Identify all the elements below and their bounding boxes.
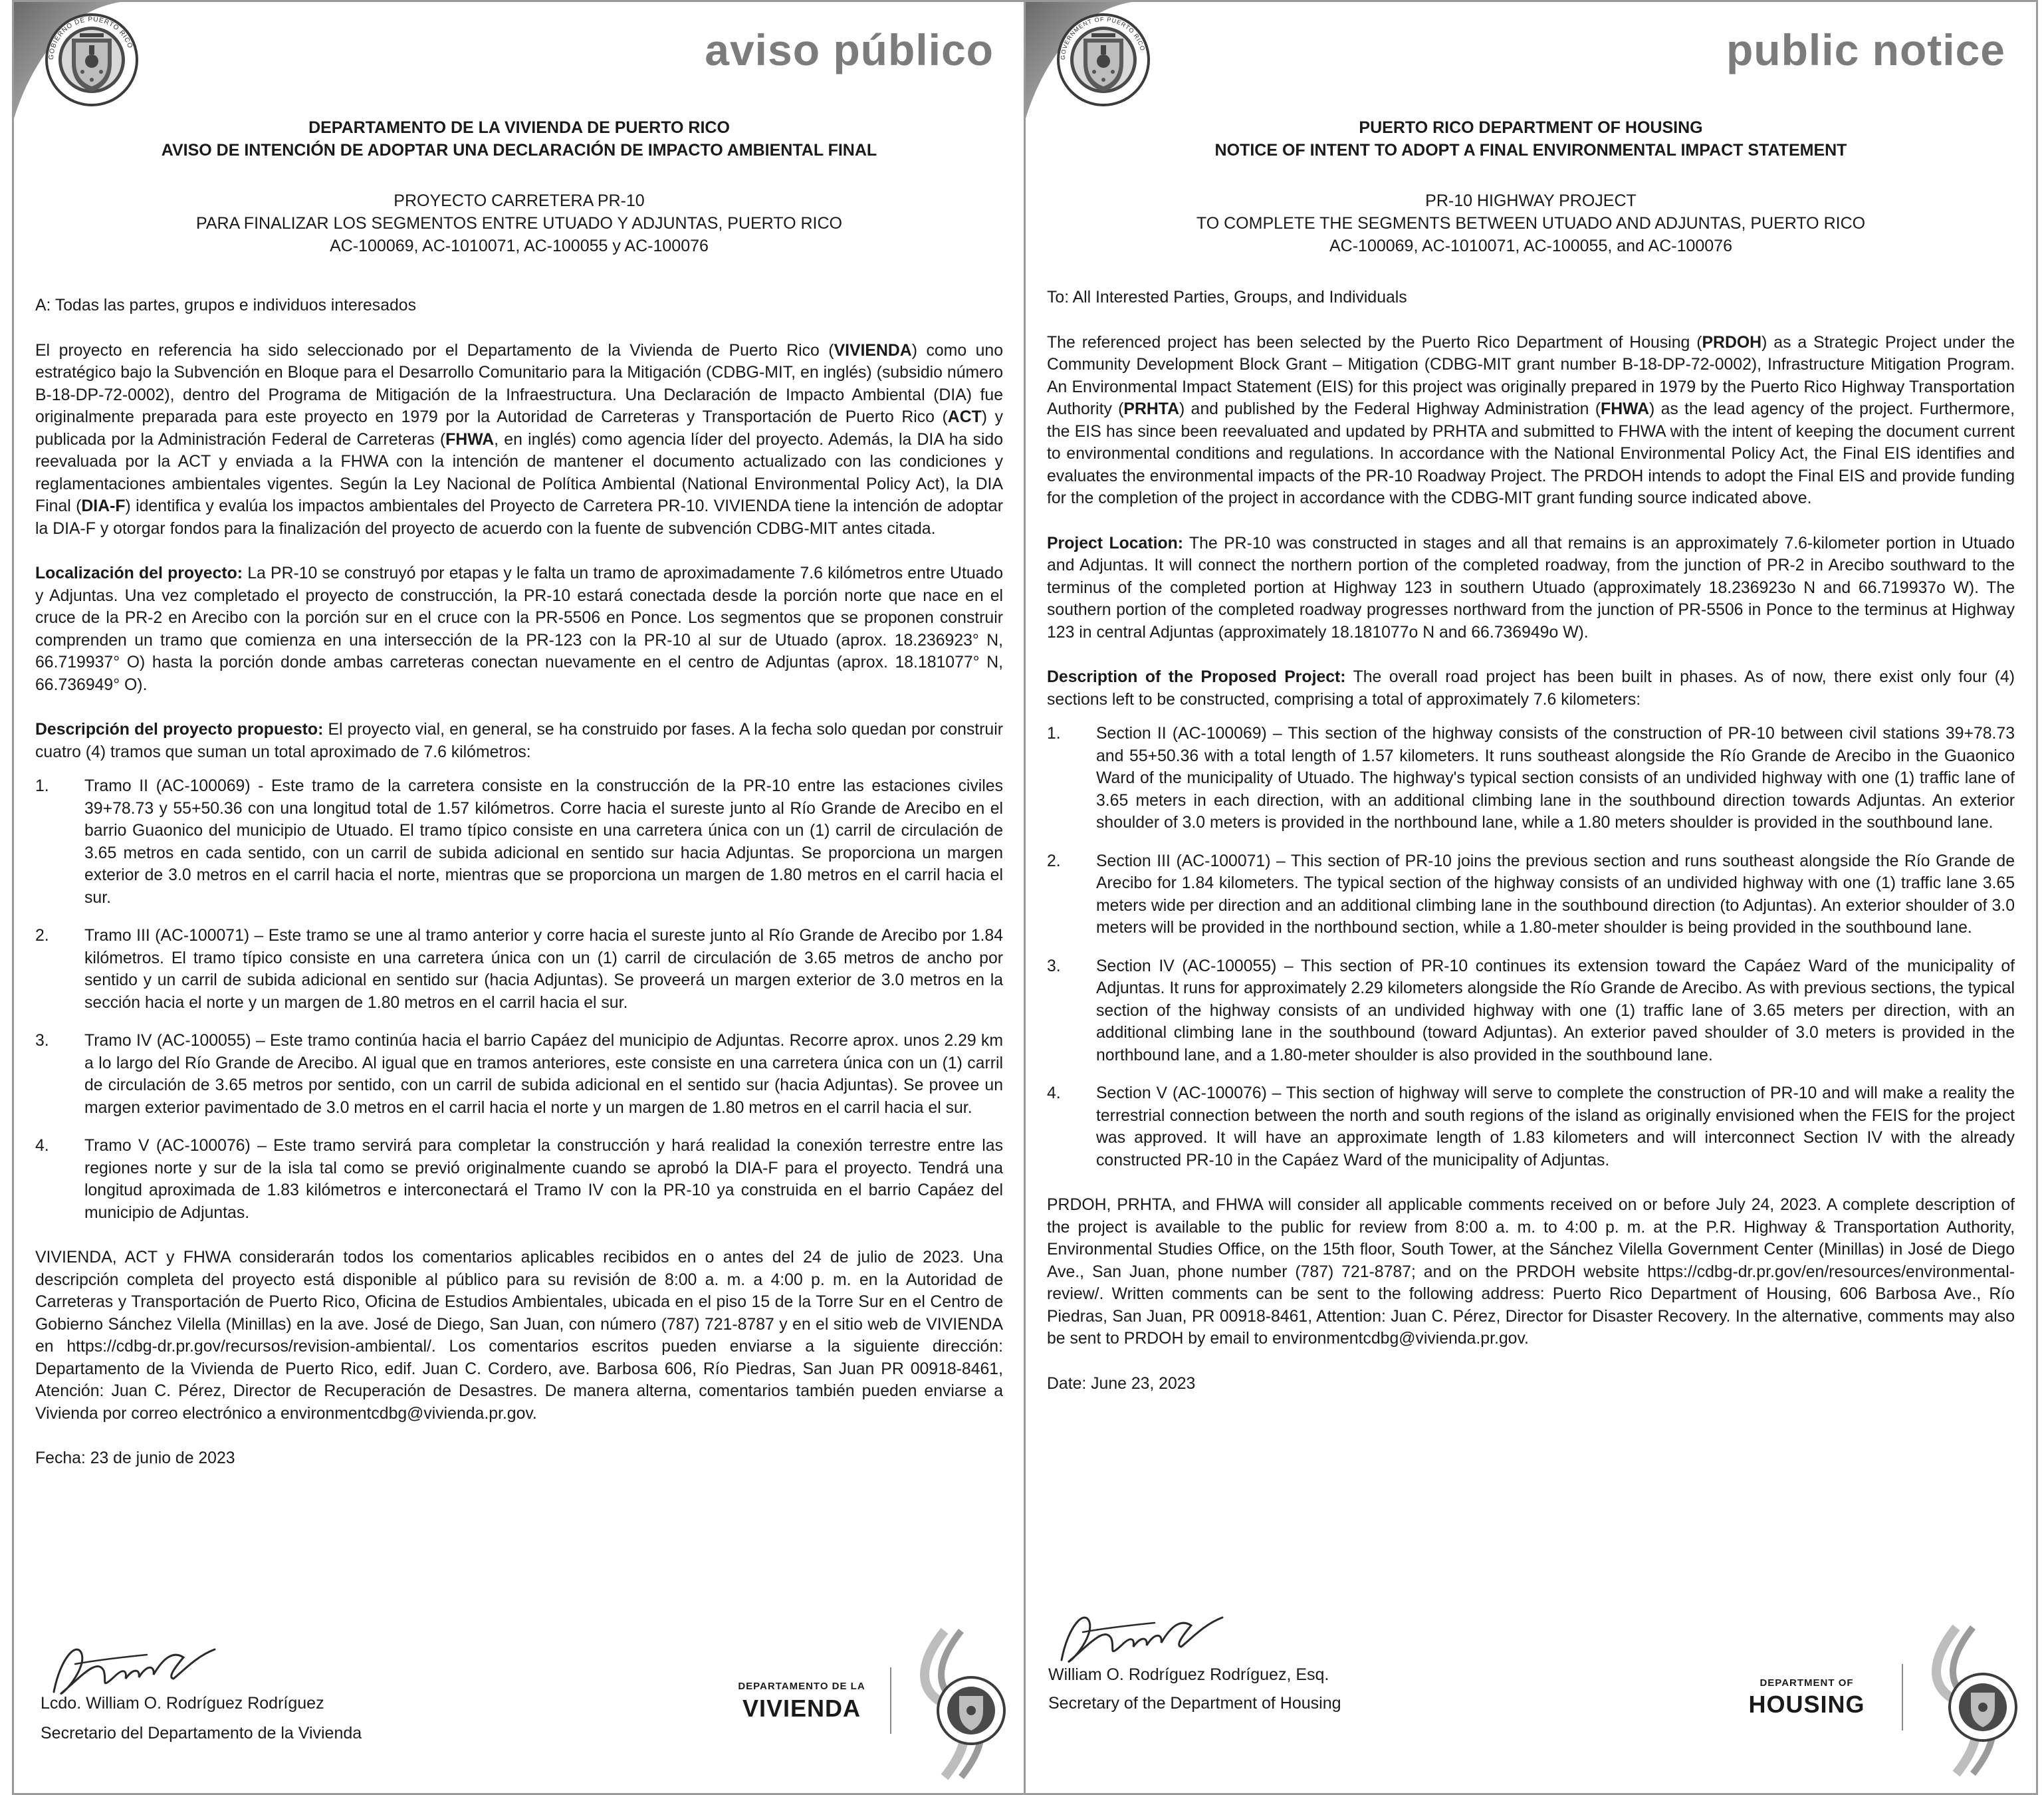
signer-name: Lcdo. William O. Rodríguez Rodríguez	[41, 1694, 324, 1713]
spanish-notice-panel	[12, 0, 1026, 1795]
comments-paragraph: VIVIENDA, ACT y FHWA considerarán todos los comentarios aplicables recibidos en o antes del 24 de julio de 2023. Una descripción completa del proyecto está disponible al público para su revisión de 8:00 a. m. a 4:00 p. m. en la Autoridad de Carreteras y Transportación de Puerto Rico, Oficina de Estudios Ambientales, ubicada en el piso 15 de la Torre Sur en el Centro de Gobierno Sánchez Vilella (Minillas) en la ave. José de Diego, San Juan, con número (787) 721-8787 y en el sitio web de VIVIENDA en https://cdbg-dr.pr.gov/recursos/revision-ambiental/. Los comentarios escritos pueden enviarse a la siguiente dirección: Departamento de la Vivienda de Puerto Rico, edif. Juan C. Cordero, ave. Barbosa 606, Río Piedras, San Juan PR 00918-8461, Atención: Juan C. Pérez, Director de Recuperación de Desastres. De manera alterna, comentarios también pueden enviarse a Vivienda por correo electrónico a environmentcdbg@vivienda.pr.gov.	[35, 1249, 1003, 1423]
notice-body	[35, 295, 1003, 1470]
logo-small-text: DEPARTAMENTO DE LA	[738, 1681, 865, 1692]
header-notice-type: NOTICE OF INTENT TO ADOPT A FINAL ENVIRONMENTAL IMPACT STATEMENT	[1214, 141, 1847, 160]
addressee: A: Todas las partes, grupos e individuos interesados	[35, 297, 416, 314]
list-item: 3. Tramo IV (AC-100055) – Este tramo continúa hacia el barrio Capáez del municipio de Adjuntas. Recorre aprox. unos 2.29 km a lo largo del Río Grande de Arecibo. Al igual que en tramos anteriores, este consiste en una carretera única con un (1) carril de circulación de 3.65 metros por sentido, con un carril de subida adicional en el sentido sur (hacia Adjuntas). Se provee un margen exterior pavimentado de 3.0 metros en el carril hacia el norte y un margen de 1.80 metros en el carril hacia el sur.	[35, 1032, 1003, 1117]
list-item: 4. Section V (AC-100076) – This section of highway will serve to complete the construction of PR-10 and will make a reality the terrestrial connection between the north and south regions of the island as originally envisioned when the FEIS for the project was approved. It will have an approximate length of 1.83 kilometers and will interconnect Section IV with the already constructed PR-10 in the Capáez Ward of the municipality of Adjuntas.	[1047, 1084, 2015, 1169]
list-item: 1. Tramo II (AC-100069) - Este tramo de la carretera consiste en la construcción de la PR-10 entre las estaciones civiles 39+78.73 y 55+50.36 con una longitud total de 1.57 kilómetros. Corre hacia el sureste junto al Río Grande de Arecibo en el barrio Guaonico del municipio de Utuado. El tramo típico consiste en una carretera única con un (1) carril de circulación de 3.65 metros en cada sentido, con un carril de subida adicional en sentido sur hacia Adjuntas. Se proporciona un margen exterior de 3.0 metros en el carril hacia el norte, mientras que se proporciona un margen de 1.80 metros en el carril hacia el sur.	[35, 777, 1003, 907]
list-item: 2. Tramo III (AC-100071) – Este tramo se une al tramo anterior y corre hacia el sureste junto al Río Grande de Arecibo por 1.84 kilómetros. El tramo típico consiste en una carretera única con un (1) carril de circulación de 3.65 metros de ancho por sentido y un carril de subida adicional en sentido sur (hacia Adjuntas). Se proveerá un margen exterior de 3.0 metros en la sección hacia el norte y un margen de 1.80 metros en el carril hacia el sur.	[35, 927, 1003, 1012]
project-codes: AC-100069, AC-1010071, AC-100055 y AC-100076	[330, 237, 709, 255]
intro-paragraph: El proyecto en referencia ha sido seleccionado por el Departamento de la Vivienda de Puerto Rico (VIVIENDA) como uno estratégico bajo la Subvención en Bloque para el Desarrollo Comunitario para la Mitigación (CDBG-MIT, en inglés) (subsidio número B-18-DP-72-0002), dentro del Programa de Mitigación de la Infraestructura. Una Declaración de Impacto Ambiental (DIA) fue originalmente preparada para este proyecto en 1979 por la Autoridad de Carreteras y Transportación de Puerto Rico (ACT) y publicada por la Administración Federal de Carreteras (FHWA, en inglés) como agencia líder del proyecto. Además, la DIA ha sido reevaluada por la ACT y enviada a la FHWA con la intención de mantener el documento actualizado con las condiciones y reglamentaciones ambientales vigentes. Según la Ley Nacional de Política Ambiental (National Environmental Policy Act), la DIA Final (DIA-F) identifica y evalúa los impactos ambientales del Proyecto de Carretera PR-10. VIVIENDA tiene la intención de adoptar la DIA-F y otorgar fondos para la finalización del proyecto de acuerdo con la fuente de subvención CDBG-MIT antes citada.	[35, 341, 1004, 538]
puerto-rico-government-seal-icon	[42, 10, 142, 110]
date-line: Fecha: 23 de junio de 2023	[35, 1449, 235, 1467]
logo-divider	[1902, 1664, 1903, 1731]
logo-big-text: HOUSING	[1748, 1691, 1865, 1718]
location-paragraph: Localización del proyecto: La PR-10 se construyó por etapas y le falta un tramo de aproximadamente 7.6 kilómetros entre Utuado y Adjuntas. Una vez completado el proyecto de construcción, la PR-10 estará conectada desde la porción norte que nace en el cruce de la PR-2 en Arecibo con la porción sur en el cruce con la PR-5506 en Ponce. Los segmentos que se proponen construir comprenden un tramo que comienza en una intersección de la PR-123 con la PR-10 al sur de Utuado (aprox. 18.236923° N, 66.719937° O) hasta la porción donde ambas carreteras conectan nuevamente en el centro de Adjuntas (aprox. 18.181077° N, 66.736949° O).	[35, 564, 1003, 694]
description-label: Description of the Proposed Project:	[1047, 668, 1346, 686]
notice-title: public notice	[1726, 25, 2005, 74]
logo-big-text: VIVIENDA	[742, 1695, 861, 1722]
svg-text:GOVERNMENT OF PUERTO RICO: GOVERNMENT OF PUERTO RICO	[1059, 15, 1147, 60]
puerto-rico-government-seal-icon	[1054, 10, 1153, 110]
vivienda-swirl-emblem-icon	[1916, 1621, 2036, 1780]
project-purpose: TO COMPLETE THE SEGMENTS BETWEEN UTUADO AND ADJUNTAS, PUERTO RICO	[1196, 214, 1866, 233]
logo-divider	[890, 1667, 891, 1734]
location-label: Project Location:	[1047, 534, 1184, 552]
english-notice-panel	[1024, 0, 2038, 1795]
header-project	[1026, 189, 2036, 257]
sections-list	[1047, 723, 2015, 1171]
project-codes: AC-100069, AC-1010071, AC-100055, and AC-100076	[1329, 237, 1732, 255]
handwritten-signature-icon	[41, 1631, 227, 1704]
description-paragraph: Description of the Proposed Project: The overall road project has been built in phases. As of now, there exist only four (4) sections left to be constructed, comprising a total of approximately 7.6 kilometers:	[1047, 668, 2015, 709]
notice-body	[1047, 287, 2015, 1395]
description-paragraph: Descripción del proyecto propuesto: El proyecto vial, en general, se ha construido por fases. A la fecha solo quedan por construir cuatro (4) tramos que suman un total aproximado de 7.6 kilómetros:	[35, 721, 1003, 761]
header-department: PUERTO RICO DEPARTMENT OF HOUSING	[1359, 118, 1703, 137]
comments-paragraph: PRDOH, PRHTA, and FHWA will consider all applicable comments received on or before July 24, 2023. A complete description of the project is available to the public for review from 8:00 a. m. to 4:00 p. m. at the P.R. Highway & Transportation Authority, Environmental Studies Office, on the 15th floor, South Tower, at the Sánchez Vilella Government Center (Minillas) in José de Diego Ave., San Juan, phone number (787) 721-8787; and on the PRDOH website https://cdbg-dr.pr.gov/en/resources/environmental-review/. Written comments can be sent to the following address: Puerto Rico Department of Housing, 606 Barbosa Ave., Río Piedras, San Juan, PR 00918-8461, Attention: Juan C. Pérez, Director for Disaster Recovery. In the alternative, comments may also be sent to PRDOH by email to environmentcdbg@vivienda.pr.gov.	[1047, 1196, 2015, 1348]
logo-small-text: DEPARTMENT OF	[1760, 1677, 1854, 1689]
signer-name: William O. Rodríguez Rodríguez, Esq.	[1048, 1665, 1329, 1684]
header-notice-type: AVISO DE INTENCIÓN DE ADOPTAR UNA DECLARACIÓN DE IMPACTO AMBIENTAL FINAL	[161, 141, 877, 160]
date-line: Date: June 23, 2023	[1047, 1374, 1196, 1393]
handwritten-signature-icon	[1048, 1599, 1234, 1672]
header-title	[1026, 116, 2036, 162]
header-title	[14, 116, 1024, 162]
project-purpose: PARA FINALIZAR LOS SEGMENTOS ENTRE UTUADO Y ADJUNTAS, PUERTO RICO	[196, 214, 842, 233]
list-item: 4. Tramo V (AC-100076) – Este tramo servirá para completar la construcción y hará realidad la conexión terrestre entre las regiones norte y sur de la isla tal como se previó originalmente cuando se aprobó la DIA-F para el proyecto. Tendrá una longitud aproximada de 1.83 kilómetros e interconectará el Tramo IV con la PR-10 ya construida en el barrio Capáez del municipio de Adjuntas.	[35, 1137, 1003, 1222]
location-label: Localización del proyecto:	[35, 564, 243, 582]
addressee: To: All Interested Parties, Groups, and Individuals	[1047, 289, 1407, 306]
list-item: 3. Section IV (AC-100055) – This section of PR-10 continues its extension toward the Capáez Ward of the municipality of Adjuntas. It runs for approximately 2.29 kilometers alongside the Río Grande de Arecibo. As with previous sections, the typical section of the highway consists of an undivided highway with one (1) traffic lane of 3.65 meters per direction, with an additional climbing lane in the southbound (toward Adjuntas). An exterior paved shoulder of 3.0 meters is provided in the northbound lane, and a 1.80-meter shoulder is also provided in the southbound lane.	[1047, 957, 2015, 1064]
project-name: PROYECTO CARRETERA PR-10	[394, 191, 645, 210]
header-project	[14, 189, 1024, 257]
signer-role: Secretary of the Department of Housing	[1048, 1694, 1341, 1713]
sections-list	[35, 775, 1003, 1224]
notice-title: aviso público	[705, 25, 994, 74]
svg-text:GOBIERNO DE PUERTO RICO: GOBIERNO DE PUERTO RICO	[47, 15, 134, 60]
signer-role: Secretario del Departamento de la Vivienda	[41, 1724, 362, 1742]
vivienda-swirl-emblem-icon	[905, 1624, 1024, 1784]
project-name: PR-10 HIGHWAY PROJECT	[1425, 191, 1637, 210]
location-paragraph: Project Location: The PR-10 was constructed in stages and all that remains is an approximately 7.6-kilometer portion in Utuado and Adjuntas. It will connect the northern portion of the completed roadway, from the junction of PR-2 in Arecibo southward to the terminus of the completed portion at Highway 123 in southern Utuado (approximately 18.236923o N and 66.719937o W). The southern portion of the completed roadway progresses northward from the junction of PR-5506 in Ponce to the terminus at Highway 123 in central Adjuntas (approximately 18.181077o N and 66.736949o W).	[1047, 534, 2015, 642]
description-label: Descripción del proyecto propuesto:	[35, 721, 324, 739]
list-item: 1. Section II (AC-100069) – This section of the highway consists of the construction of PR-10 between civil stations 39+78.73 and 55+50.36 with a total length of 1.57 kilometers. It runs southeast alongside the Río Grande de Arecibo in the Guaonico Ward of the municipality of Utuado. The highway's typical section consists of an undivided highway with one (1) traffic lane of 3.65 meters in each direction, with an additional climbing lane in the southbound direction towards Adjuntas. An exterior shoulder of 3.0 meters is provided in the northbound lane, while a 1.80 meters shoulder is provided in the southbound lane.	[1047, 725, 2015, 832]
intro-paragraph: The referenced project has been selected by the Puerto Rico Department of Housing (PRDOH) as a Strategic Project under the Community Development Block Grant – Mitigation (CDBG-MIT grant number B-18-DP-72-0002), Infrastructure Mitigation Program. An Environmental Impact Statement (EIS) for this project was originally prepared in 1979 by the Puerto Rico Highway Transportation Authority (PRHTA) and published by the Federal Highway Administration (FHWA) as the lead agency of the project. Furthermore, the EIS has since been reevaluated and updated by PRHTA and submitted to FHWA with the intent of keeping the document current to environmental conditions and regulations. In accordance with the National Environmental Policy Act, the Final EIS identifies and evaluates the environmental impacts of the PR-10 Roadway Project. The PRDOH intends to adopt the Final EIS and provide funding for the completion of the project in accordance with the CDBG-MIT grant funding source indicated above.	[1047, 333, 2015, 507]
list-item: 2. Section III (AC-100071) – This section of PR-10 joins the previous section and runs southeast alongside the Río Grande de Arecibo for 1.84 kilometers. The typical section of the highway consists of an undivided highway with one (1) traffic lane 3.65 meters wide per direction and an additional climbing lane in the southbound direction (to Adjuntas). An exterior shoulder of 3.0 meters will be provided in the northbound section, while a 1.80-meter shoulder is being provided in the southbound lane.	[1047, 852, 2015, 937]
header-department: DEPARTAMENTO DE LA VIVIENDA DE PUERTO RICO	[308, 118, 730, 137]
